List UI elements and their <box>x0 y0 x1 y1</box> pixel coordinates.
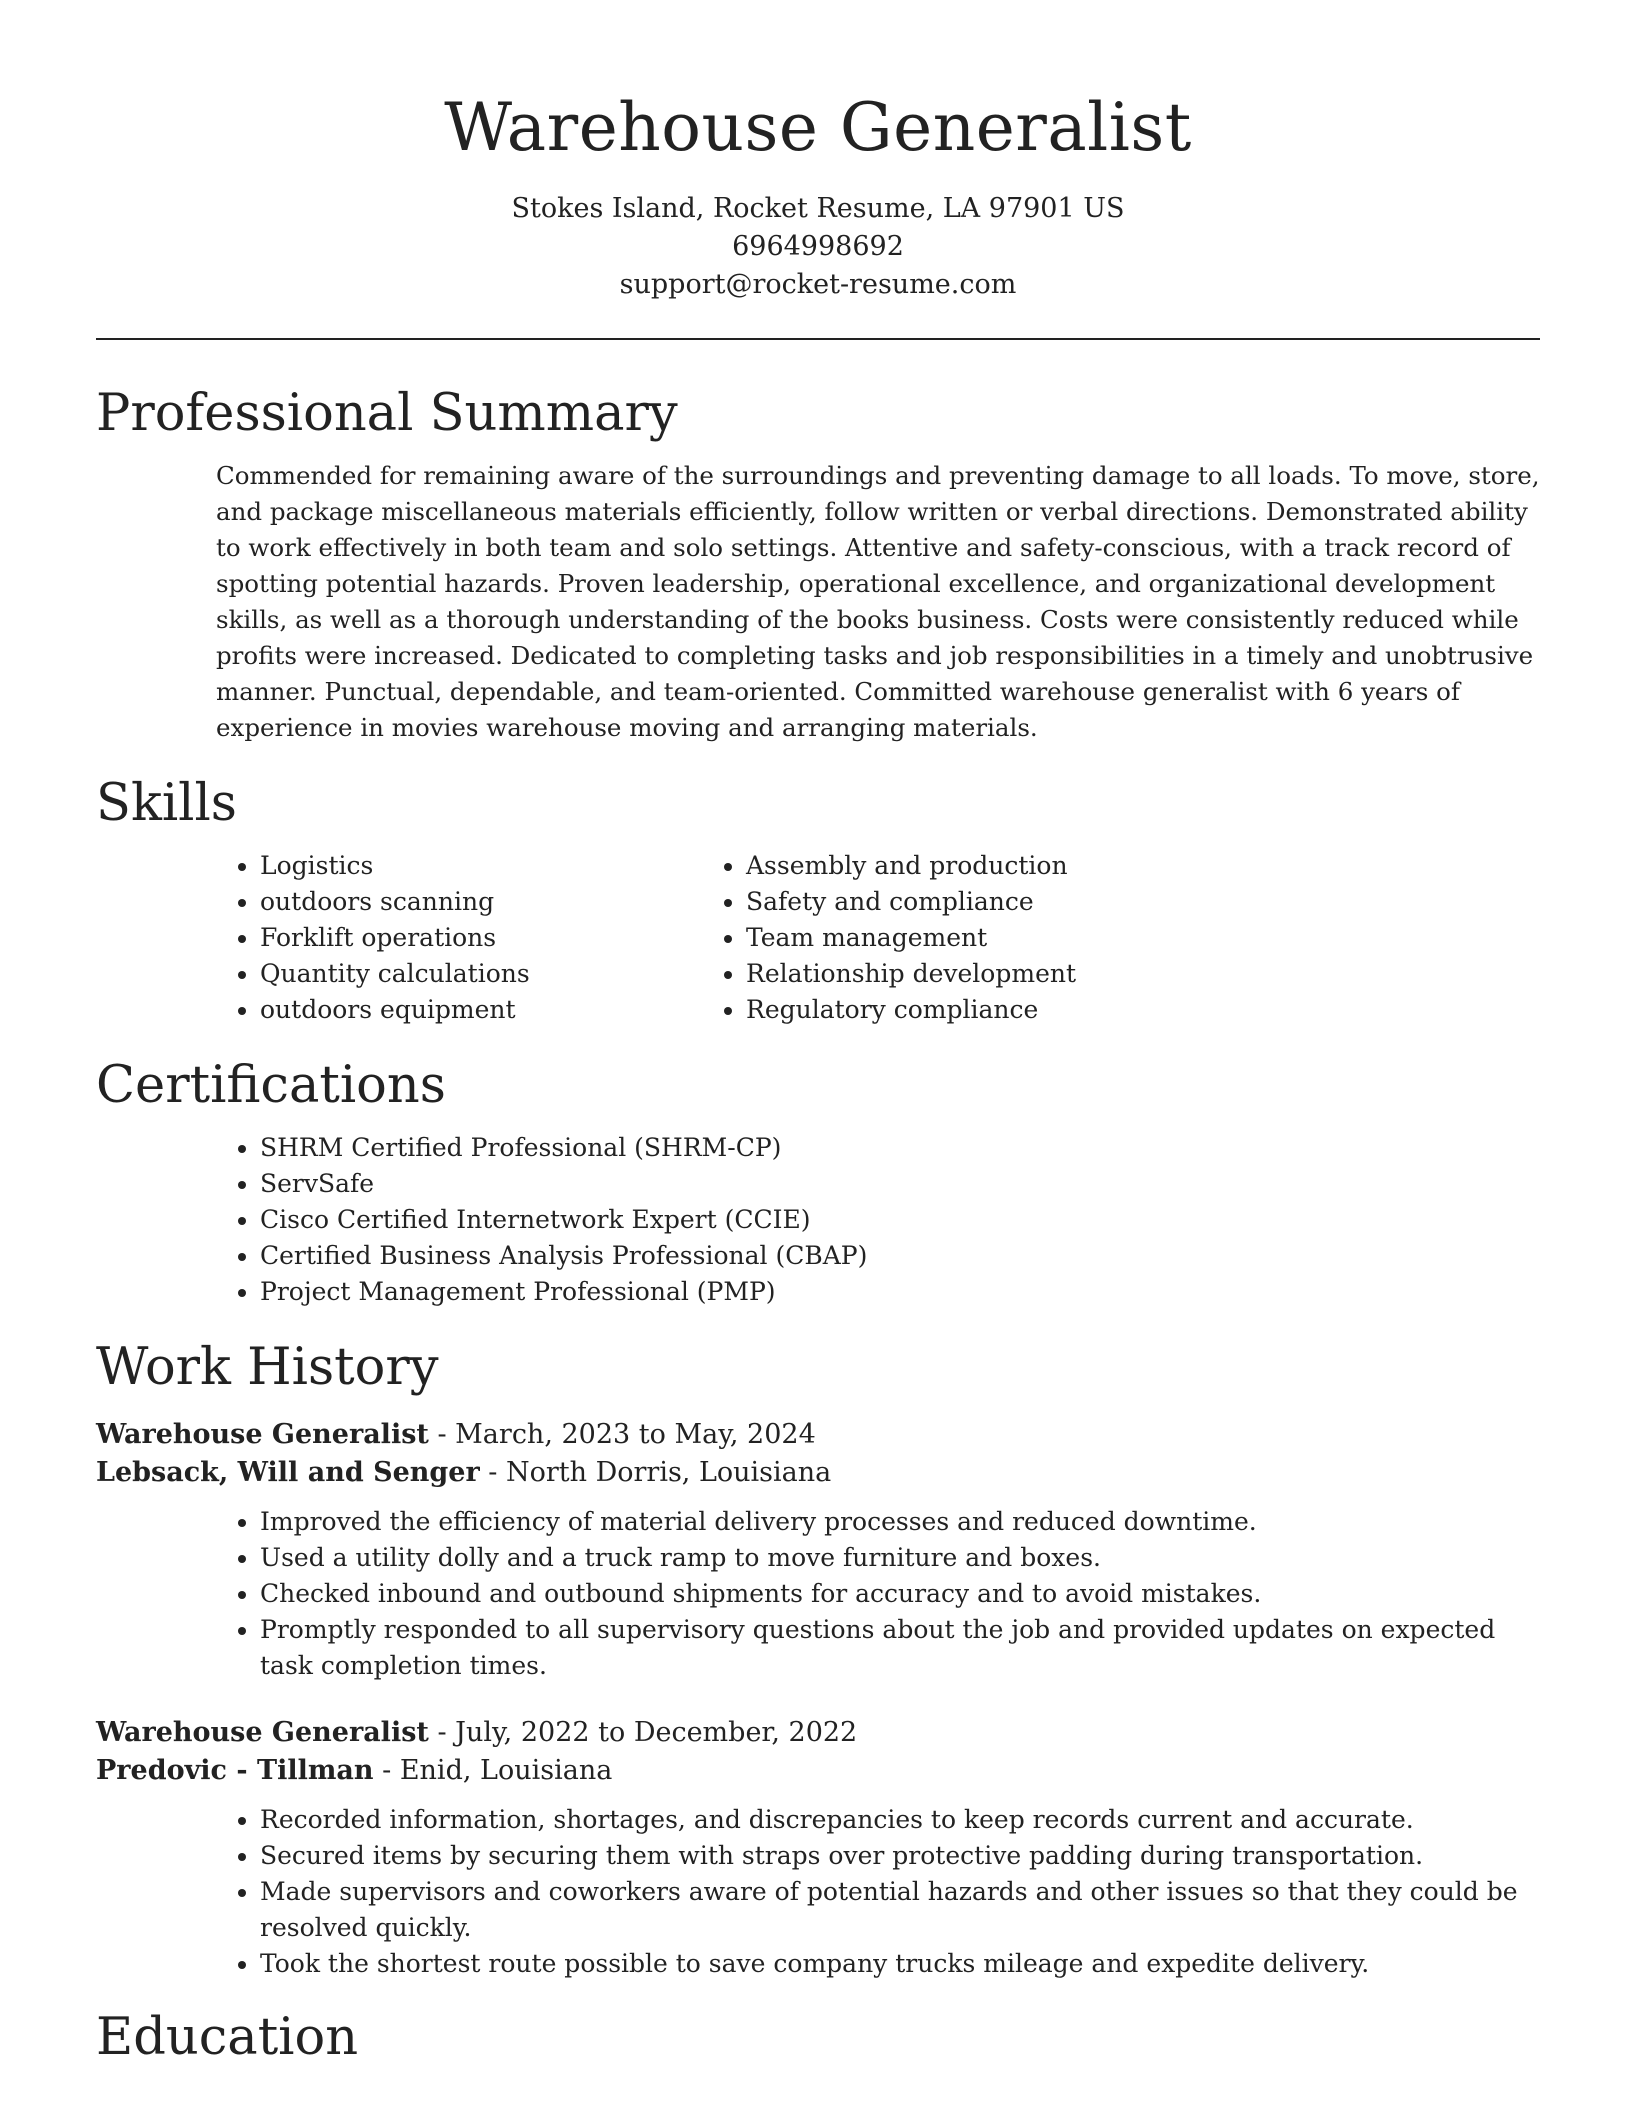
job-duty: • Checked inbound and outbound shipments for accuracy and to avoid mistakes. <box>260 1576 1540 1612</box>
work-history-section <box>96 1336 1540 1982</box>
resume-header <box>96 0 1540 304</box>
job-company: Lebsack, Will and Senger <box>96 1457 480 1488</box>
certification-item: • Cisco Certified Internetwork Expert (CCIE) <box>260 1202 1540 1238</box>
job-dates: - July, 2022 to December, 2022 <box>428 1717 858 1748</box>
skill-item: • Assembly and production <box>746 848 1346 884</box>
job-company: Predovic - Tillman <box>96 1755 374 1786</box>
skill-item: • Quantity calculations <box>260 956 746 992</box>
candidate-name: Warehouse Generalist <box>444 89 1192 166</box>
job-duties-list <box>96 1802 1540 1982</box>
work-history-heading: Work History <box>96 1338 439 1397</box>
summary-heading: Professional Summary <box>96 384 678 443</box>
skill-item: • outdoors equipment <box>260 992 746 1028</box>
job-title-line <box>96 1714 1540 1752</box>
certification-item: • Project Management Professional (PMP) <box>260 1274 1540 1310</box>
skill-item: • Logistics <box>260 848 746 884</box>
job-role: Warehouse Generalist <box>96 1419 429 1450</box>
certifications-section <box>96 1054 1540 1310</box>
skills-heading: Skills <box>96 774 237 833</box>
skill-item: • Safety and compliance <box>746 884 1346 920</box>
email: support@rocket-resume.com <box>619 269 1017 300</box>
summary-section <box>96 382 1540 746</box>
job-role: Warehouse Generalist <box>96 1717 429 1748</box>
job-duty: • Improved the efficiency of material delivery processes and reduced downtime. <box>260 1504 1540 1540</box>
job-location: - Enid, Louisiana <box>373 1755 613 1786</box>
job-duty: • Made supervisors and coworkers aware of potential hazards and other issues so that they could be resolved quickly. <box>260 1874 1540 1946</box>
job-title-line <box>96 1416 1540 1454</box>
resume-page <box>96 0 1540 2070</box>
skill-item: • Forklift operations <box>260 920 746 956</box>
education-section <box>96 2006 1540 2070</box>
certification-item: • SHRM Certified Professional (SHRM-CP) <box>260 1130 1540 1166</box>
job-entry <box>96 1416 1540 1684</box>
job-location: - North Dorris, Louisiana <box>479 1457 832 1488</box>
job-duty: • Took the shortest route possible to save company trucks mileage and expedite delivery. <box>260 1946 1540 1982</box>
job-duty: • Promptly responded to all supervisory questions about the job and provided updates on expected task completion times. <box>260 1612 1540 1684</box>
job-company-line <box>96 1454 1540 1492</box>
address: Stokes Island, Rocket Resume, LA 97901 US <box>511 193 1125 224</box>
job-duty: • Used a utility dolly and a truck ramp to move furniture and boxes. <box>260 1540 1540 1576</box>
contact-block <box>96 190 1540 304</box>
education-heading: Education <box>96 2008 359 2067</box>
skills-grid <box>96 848 1540 1028</box>
certifications-list <box>96 1130 1540 1310</box>
job-duties-list <box>96 1504 1540 1684</box>
certification-item: • ServSafe <box>260 1166 1540 1202</box>
header-divider <box>96 338 1540 340</box>
skill-item: • Regulatory compliance <box>746 992 1346 1028</box>
phone: 6964998692 <box>732 231 904 262</box>
skills-section <box>96 772 1540 1028</box>
skills-column-2 <box>582 848 1346 1028</box>
certifications-heading: Certifications <box>96 1056 446 1115</box>
job-company-line <box>96 1752 1540 1790</box>
job-dates: - March, 2023 to May, 2024 <box>428 1419 816 1450</box>
job-duty: • Recorded information, shortages, and discrepancies to keep records current and accurate. <box>260 1802 1540 1838</box>
job-entry <box>96 1714 1540 1982</box>
skill-item: • Team management <box>746 920 1346 956</box>
certification-item: • Certified Business Analysis Professional (CBAP) <box>260 1238 1540 1274</box>
skill-item: • Relationship development <box>746 956 1346 992</box>
summary-text: Commended for remaining aware of the surroundings and preventing damage to all loads. To move, store, and package miscellaneous materials efficiently, follow written or verbal directions. Demonstrated ability to work effectively in both team and solo settings. Attentive and safety-conscious, with a track record of spotting potential hazards. Proven leadership, operational excellence, and organizational development skills, as well as a thorough understanding of the books business. Costs were consistently reduced while profits were increased. Dedicated to completing tasks and job responsibilities in a timely and unobtrusive manner. Punctual, dependable, and team-oriented. Committed warehouse generalist with 6 years of experience in movies warehouse moving and arranging materials. <box>216 461 1540 742</box>
job-duty: • Secured items by securing them with straps over protective padding during transportation. <box>260 1838 1540 1874</box>
skill-item: • outdoors scanning <box>260 884 746 920</box>
